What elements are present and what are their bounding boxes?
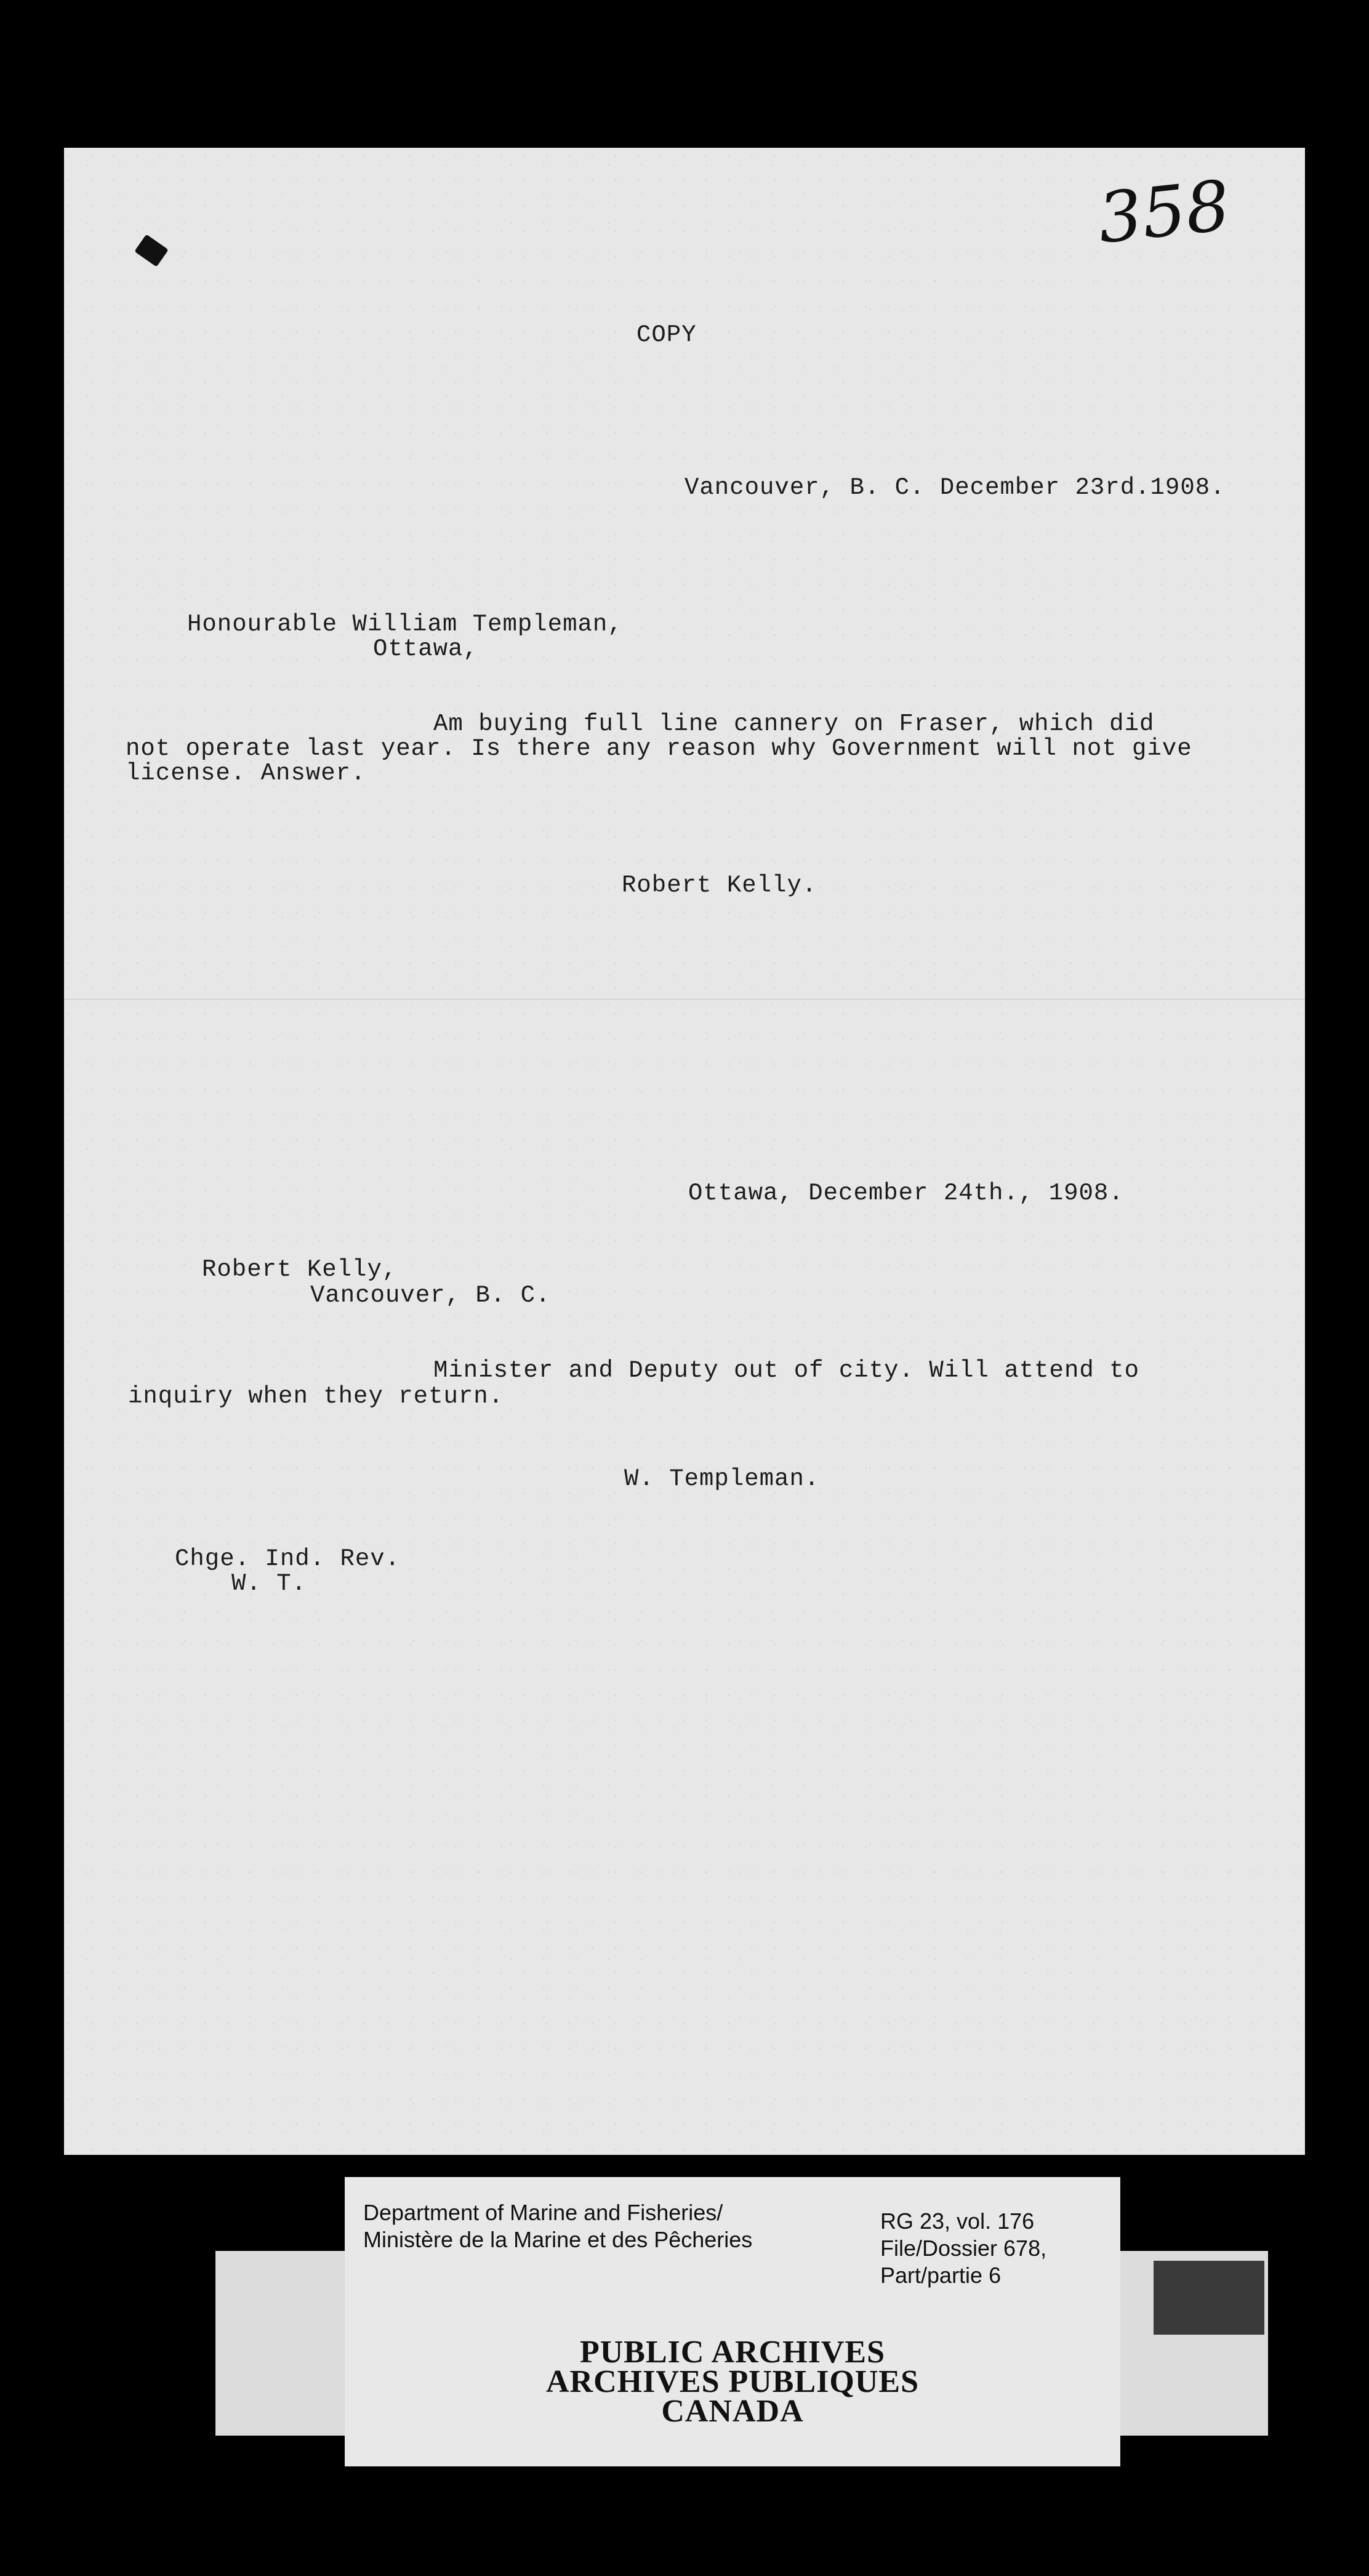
letter1-addressee-city: Ottawa, xyxy=(373,635,478,662)
label-shadow xyxy=(1154,2261,1264,2335)
letter1-addressee-name: Honourable William Templeman, xyxy=(187,611,623,638)
charge-initials: W. T. xyxy=(231,1570,307,1597)
record-group: RG 23, vol. 176 xyxy=(880,2208,1035,2234)
department-name: Department of Marine and Fisheries/ xyxy=(363,2200,723,2225)
letter1-body-line: not operate last year. Is there any reason why Government will not give xyxy=(126,735,1192,762)
letter1-signature: Robert Kelly. xyxy=(622,872,817,899)
page-number: 358 xyxy=(1094,166,1234,259)
file-number: File/Dossier 678, xyxy=(880,2236,1047,2261)
letter2-body-line: inquiry when they return. xyxy=(128,1383,504,1410)
charge-note: Chge. Ind. Rev. xyxy=(175,1545,401,1572)
archive-label xyxy=(345,2177,1120,2466)
archives-stamp-fr: ARCHIVES PUBLIQUES xyxy=(545,2364,920,2399)
document-page xyxy=(64,148,1305,2155)
letter1-body-line: license. Answer. xyxy=(126,760,366,787)
page-fold xyxy=(64,999,1305,1000)
archives-stamp-country: CANADA xyxy=(661,2394,804,2429)
letter2-dateline: Ottawa, December 24th., 1908. xyxy=(688,1180,1124,1207)
ink-mark xyxy=(134,234,169,267)
archives-stamp-en: PUBLIC ARCHIVES xyxy=(579,2335,886,2370)
letter2-addressee-name: Robert Kelly, xyxy=(202,1256,398,1283)
copy-heading: COPY xyxy=(636,321,697,348)
part-number: Part/partie 6 xyxy=(880,2263,1002,2288)
letter2-signature: W. Templeman. xyxy=(624,1465,820,1492)
letter2-body-line: Minister and Deputy out of city. Will attend to xyxy=(433,1357,1139,1384)
letter1-dateline: Vancouver, B. C. December 23rd.1908. xyxy=(684,474,1226,501)
letter1-body-line: Am buying full line cannery on Fraser, which did xyxy=(433,710,1155,738)
letter2-addressee-city: Vancouver, B. C. xyxy=(310,1282,551,1309)
department-name-fr: Ministère de la Marine et des Pêcheries xyxy=(363,2227,753,2252)
